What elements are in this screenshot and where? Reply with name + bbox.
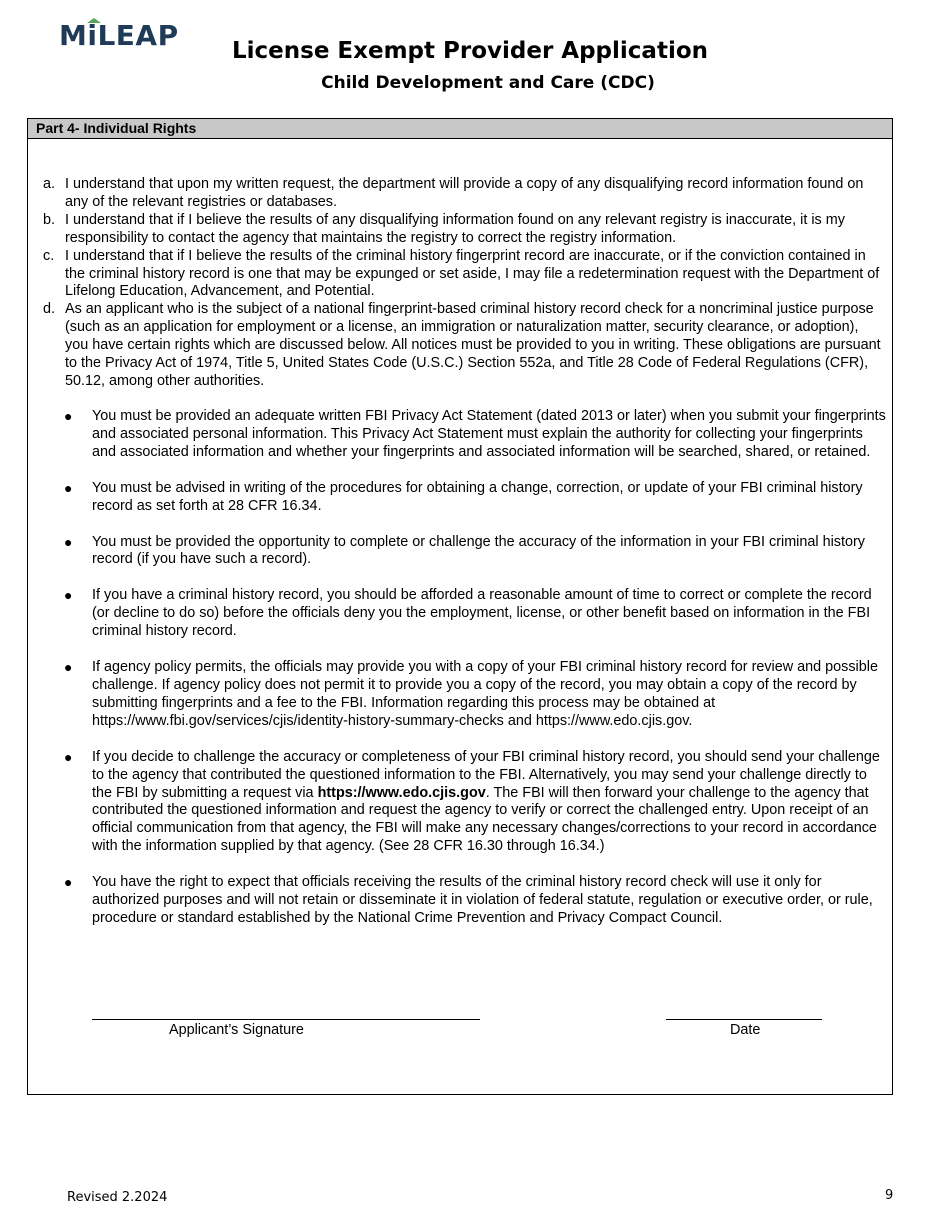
bullet-item — [64, 408, 887, 462]
list-marker: d. — [43, 301, 56, 318]
rights-bullet-list — [64, 408, 887, 946]
list-item — [42, 176, 884, 212]
list-item — [42, 301, 884, 391]
bullet-item — [64, 874, 887, 928]
bullet-text: You must be provided the opportunity to complete or challenge the accuracy of the information in your FBI criminal history record (if you have such a record). — [92, 533, 865, 568]
bullet-item — [64, 534, 887, 570]
page-title: License Exempt Provider Application — [231, 38, 708, 64]
list-marker: a. — [43, 176, 56, 192]
bullet-icon: ● — [64, 587, 73, 604]
page-subtitle: Child Development and Care (CDC) — [321, 73, 655, 93]
bullet-item — [64, 659, 887, 731]
bullet-text: You must be provided an adequate written FBI Privacy Act Statement (dated 2013 or later) when you submit your fingerprints and associated personal information. This Privacy Act Statement must explain the authority for collecting your fingerprints and associated information and whether your fingerprints and associated information will be searched, shared, or retained. — [92, 408, 886, 460]
date-label: Date — [730, 1022, 761, 1038]
bullet-item — [64, 587, 887, 641]
list-item — [42, 212, 884, 248]
graduation-cap-icon — [87, 18, 101, 23]
date-line[interactable] — [666, 1019, 822, 1020]
signature-line[interactable] — [92, 1019, 480, 1020]
bullet-text — [92, 749, 880, 855]
bullet-text: If agency policy permits, the officials may provide you with a copy of your FBI criminal history record for review and possible challenge. If agency policy does not permit it to provide you a copy of the record, you may obtain a copy of the record by submitting fingerprints and a fee to the FBI. Information regarding this process may be obtained at https://www.fbi.gov/services/cjis/identity-history-summary-checks and https://www.edo.cjis.gov. — [92, 659, 878, 729]
bullet-icon: ● — [64, 659, 73, 676]
page-number: 9 — [885, 1188, 894, 1203]
bullet-icon: ● — [64, 533, 73, 550]
bullet-text: You must be advised in writing of the procedures for obtaining a change, correction, or update of your FBI criminal history record as set forth at 28 CFR 16.34. — [92, 479, 863, 514]
edo-cjis-link[interactable]: https://www.edo.cjis.gov — [317, 784, 486, 801]
list-item-text: I understand that upon my written request, the department will provide a copy of any disqualifying record information found on any of the relevant registries or databases. — [65, 176, 864, 210]
list-marker: b. — [43, 211, 56, 228]
list-item-text: I understand that if I believe the results of any disqualifying information found on any relevant registry is inaccurate, it is my responsibility to contact the agency that maintains the registry to correct the registry information. — [65, 211, 845, 246]
list-item-text: As an applicant who is the subject of a national fingerprint-based criminal history record check for a noncriminal justice purpose (such as an application for employment or a license, an immigration or naturalization matter, security clearance, or adoption), you have certain rights which are discussed below. All notices must be provided to you in writing. These obligations are pursuant to the Privacy Act of 1974, Title 5, United States Code (U.S.C.) Section 552a, and Title 28 Code of Federal Regulations (CFR), 50.12, among other authorities. — [65, 301, 881, 389]
list-item-text: I understand that if I believe the results of the criminal history fingerprint record are inaccurate, or if the conviction contained in the criminal history record is one that may be expunged or set aside, I may file a redetermination request with the Department of Lifelong Education, Advancement, and Potential. — [65, 247, 880, 300]
challenge-text-after: . The FBI will then forward your challenge to the agency that contributed the questioned information and request the agency to verify or correct the challenged entry. Upon receipt of an official communication from that agency, the FBI will make any necessary changes/corrections to your record in accordance with the information supplied by that agency. (See 28 CFR 16.30 through 16.34.) — [92, 784, 877, 855]
section-heading: Part 4- Individual Rights — [28, 119, 892, 139]
bullet-item — [64, 480, 887, 516]
bullet-icon: ● — [64, 408, 73, 424]
bullet-icon: ● — [64, 479, 73, 496]
signature-label: Applicant’s Signature — [169, 1022, 304, 1038]
bullet-item — [64, 749, 887, 856]
bullet-icon: ● — [64, 748, 73, 765]
logo-text: MiLEAP — [59, 19, 179, 52]
bullet-text: If you have a criminal history record, you should be afforded a reasonable amount of time to correct or complete the record (or decline to do so) before the officials deny you the employment, license, or other benefit based on information in the FBI criminal history record. — [92, 587, 872, 640]
challenge-text-before: If you decide to challenge the accuracy or completeness of your FBI criminal history record, you should send your challenge to the agency that contributed the questioned information to the FBI. Alternatively, you may send your challenge directly to the FBI by submitting a request via — [92, 748, 880, 801]
lettered-list — [42, 176, 884, 391]
bullet-text: You have the right to expect that officials receiving the results of the criminal history record check will use it only for authorized purposes and will not retain or disseminate it in violation of federal statute, regulation or executive order, or rule, procedure or standard established by the National Crime Prevention and Privacy Compact Council. — [92, 874, 873, 926]
bullet-icon: ● — [64, 874, 73, 891]
individual-rights-section — [27, 118, 893, 1095]
list-item — [42, 248, 884, 302]
list-marker: c. — [43, 247, 55, 264]
revision-text: Revised 2.2024 — [67, 1190, 168, 1205]
